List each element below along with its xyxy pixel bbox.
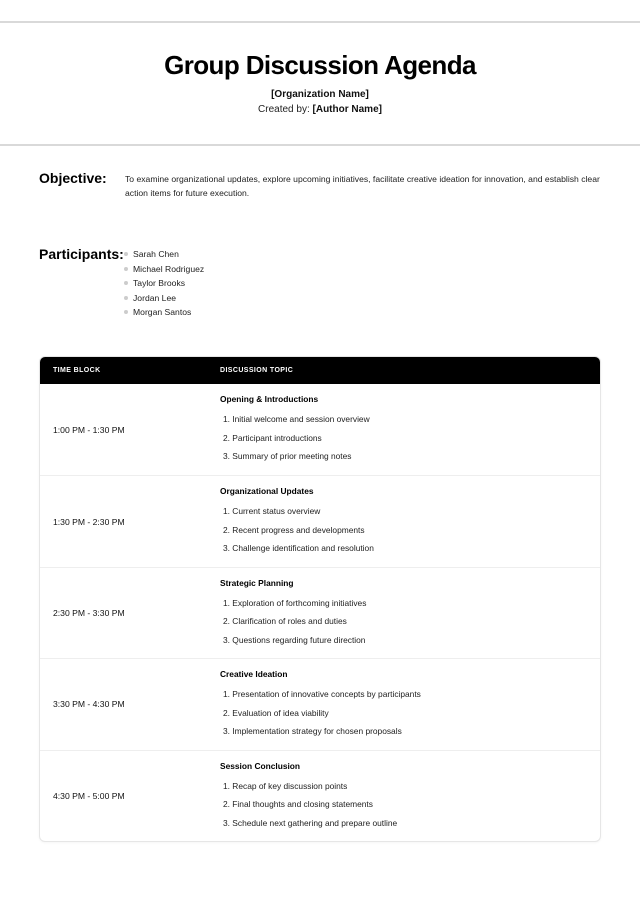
- participant-item: Morgan Santos: [124, 305, 204, 320]
- objective-label: Objective:: [39, 170, 107, 186]
- time-block: 1:00 PM - 1:30 PM: [53, 424, 125, 435]
- time-block: 1:30 PM - 2:30 PM: [53, 516, 125, 527]
- table-row: [40, 567, 600, 658]
- topic-item: 2. Clarification of roles and duties: [223, 616, 347, 627]
- topic-item: 2. Final thoughts and closing statements: [223, 799, 373, 809]
- topic-items: [220, 410, 600, 466]
- topic-item: 2. Recent progress and developments: [223, 524, 365, 535]
- topic-title: Opening & Introductions: [220, 394, 319, 405]
- participant-item: Michael Rodriguez: [124, 262, 204, 277]
- topic-title: Session Conclusion: [220, 760, 301, 771]
- table-row: [40, 658, 600, 749]
- column-header-time-block: TIME BLOCK: [53, 367, 101, 374]
- participant-item: Jordan Lee: [124, 291, 204, 306]
- topic-cell: [220, 393, 600, 466]
- topic-item: 1. Exploration of forthcoming initiatives: [223, 597, 367, 608]
- author-name: [Author Name]: [312, 104, 382, 115]
- topic-item: 1. Initial welcome and session overview: [223, 414, 370, 425]
- table-row: [40, 384, 600, 475]
- agenda-table-header: [40, 357, 600, 384]
- bullet-icon: [124, 281, 128, 285]
- participant-item: Taylor Brooks: [124, 276, 204, 291]
- bullet-icon: [124, 267, 128, 271]
- table-row: [40, 750, 600, 841]
- agenda-table: [39, 356, 601, 842]
- topic-cell: [220, 485, 600, 558]
- organization-name: [Organization Name]: [271, 89, 369, 100]
- topic-item: 3. Summary of prior meeting notes: [223, 451, 352, 462]
- topic-item: 1. Presentation of innovative concepts by participants: [223, 689, 421, 700]
- created-by-label: Created by:: [258, 104, 310, 115]
- participants-list: [124, 247, 204, 320]
- agenda-table-body: [40, 384, 600, 841]
- time-block: 4:30 PM - 5:00 PM: [53, 790, 125, 801]
- bullet-icon: [124, 310, 128, 314]
- time-block: 3:30 PM - 4:30 PM: [53, 699, 125, 710]
- document-header: [0, 48, 640, 117]
- header-divider: [0, 144, 640, 146]
- topic-items: [220, 502, 600, 558]
- topic-items: [220, 777, 600, 833]
- bullet-icon: [124, 296, 128, 300]
- objective-text: To examine organizational updates, explore upcoming initiatives, facilitate creative ideation for innovation, and establish clear action items for future execution.: [125, 174, 600, 198]
- topic-item: 3. Challenge identification and resolution: [223, 543, 374, 554]
- topic-item: 3. Implementation strategy for chosen proposals: [223, 726, 402, 737]
- topic-item: 1. Recap of key discussion points: [223, 780, 348, 791]
- topic-title: Organizational Updates: [220, 486, 314, 497]
- topic-cell: [220, 577, 600, 650]
- participants-label: Participants:: [39, 246, 124, 262]
- time-block: 2:30 PM - 3:30 PM: [53, 607, 125, 618]
- topic-item: 1. Current status overview: [223, 506, 321, 517]
- table-row: [40, 475, 600, 566]
- topic-item: 2. Evaluation of idea viability: [223, 707, 329, 718]
- top-divider: [0, 21, 640, 23]
- topic-cell: [220, 760, 600, 833]
- topic-items: [220, 594, 600, 650]
- topic-cell: [220, 668, 600, 741]
- topic-item: 3. Questions regarding future direction: [223, 634, 366, 645]
- participant-item: Sarah Chen: [124, 247, 204, 262]
- page-title: Group Discussion Agenda: [164, 50, 476, 80]
- topic-item: 3. Schedule next gathering and prepare outline: [223, 817, 398, 828]
- topic-title: Strategic Planning: [220, 577, 294, 588]
- topic-title: Creative Ideation: [220, 669, 288, 680]
- bullet-icon: [124, 252, 128, 256]
- topic-items: [220, 685, 600, 741]
- topic-item: 2. Participant introductions: [223, 432, 322, 443]
- column-header-discussion-topic: DISCUSSION TOPIC: [220, 367, 294, 374]
- created-by: [0, 102, 640, 117]
